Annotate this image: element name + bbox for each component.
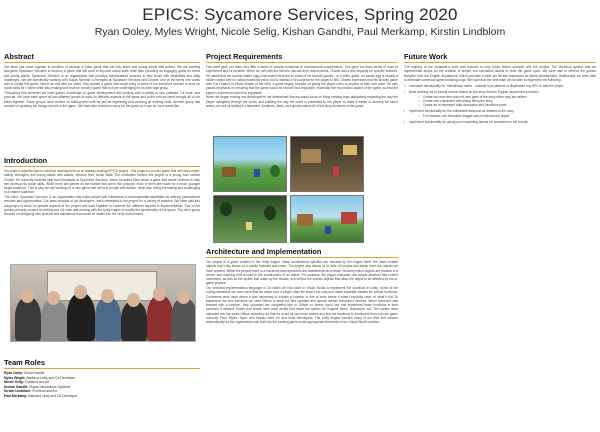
member-role: Frontend and Art bbox=[31, 389, 57, 394]
tree-sprite bbox=[264, 206, 276, 220]
future-work-item-text: Implement functionality for giving and completing quests for characters in the worlds. bbox=[409, 119, 529, 124]
future-work-item-text: Build working out of tutorial section based on the story that the English department provided bbox=[409, 90, 539, 95]
team-roles-section bbox=[4, 358, 200, 399]
member-role: Backend Unity and C# Developer bbox=[27, 393, 78, 398]
future-work-item-text: Increased functionality for 'friendliness meter' - indicate how pleased or displeased any NPC is with the player bbox=[409, 84, 564, 88]
member-name: Nicole Selig: bbox=[4, 380, 24, 385]
person-figure bbox=[15, 297, 41, 341]
future-work-item-text: Implement functionality for the collectable weapons as detailed in the story bbox=[409, 109, 514, 114]
future-work-item bbox=[404, 120, 596, 124]
future-work-section bbox=[404, 52, 596, 124]
future-work-item bbox=[404, 84, 596, 88]
house-sprite bbox=[222, 167, 236, 177]
future-work-intro: The majority of the semester's work was focused to help future teams succeed with the project. The Medieval system that we implemented allows for the creation of simple, but consistent assets to build the game upon. We were able to retrieve the games storyline from the English department, which provides a clear yet flexible framework for future development. Additionally, we were able to eliminate numerous game-breaking bugs. We hope that the next team will be able to implement the following: bbox=[404, 65, 596, 82]
person-head bbox=[21, 289, 34, 303]
person-figure bbox=[171, 298, 196, 341]
architecture-paragraph: Our project is a game created in the Unity engine. Many architectural specifics are handled by the engine itself. We have created objects that Unity allows us to easily replicate and reuse. The engine also allows us to write C# scripts and attach them the objects we have created. Within the project there is a hierarchy that represents the architecture as a whole, showing which objects are present in a scene, and anything that is used in the construction of an object. For example, the player character has scripts attached that control movement, as well as the sprites that make up the visuals, and behind the scenes objects that allow the object to be affected by the in-game physics. bbox=[206, 260, 398, 286]
introduction-section bbox=[4, 156, 200, 216]
person-figure bbox=[41, 299, 67, 341]
abstract-paragraph: Throughout this semester we have gained knowledge on game development and working with a variety of new software, C# code, and pixel art. We have each spent off into different groups to work on different aspects of the game and at the end we have brought all of our ideas together. Some groups have worked on adding new code as well as organizing and cleaning up existing code. Another group has worked on updating the design and art of the game. We have also received a story for the game so it can be more quest-like. bbox=[4, 91, 200, 108]
future-work-subitem: ○ Create two new tiles which fit new parts of the story when they are written bbox=[418, 95, 596, 99]
person-figure bbox=[147, 295, 173, 341]
future-work-subitem: ○ Create new characters with dialog fitting the story bbox=[418, 99, 596, 103]
introduction-heading: Introduction bbox=[4, 156, 200, 167]
abstract-section bbox=[4, 52, 200, 108]
person-head bbox=[177, 290, 190, 304]
requirements-paragraph: When we began moving into development, we determined that we would focus on fixing existing bugs adequately regarding the way the player navigated through the world, and building the way the world is presented to the player to make it easier to develop for future teams, as well as adding in characters, locations, items, and quests based off of the story elements of the game. bbox=[206, 95, 398, 108]
person-head bbox=[47, 291, 60, 305]
architecture-paragraph: Our selected implementation language is C# which we had used in Visual Studio to implement the functions in Unity. Some of the coding standards we used were that we made sure a single class file wasn't too long and made separate classes for certain functions. Comments were used where it was necessary to explain a function or line of code where it wasn't explicitly clear on what it did. To implement the new functions we used Github to keep our files updated and synced across everyone's devices. When someone was finished with a function, they uploaded the completed files to Github so others could use and implement those functions in their functions if needed. Kirstin and Nicole were pixel artists that made the sprites for in-game items, characters, etc. The sprites were uploaded into the same Github repository so that we could all use those sprites and test our functions to implement them into the game correctly. Paul, Myles, Ryan, and Kishan were C# and Unity developers. The Unity engine handles many of the files and classes automatically so the organization was built into the existing game under appropriate directories in the Visual Studio solution. bbox=[206, 286, 398, 324]
house-sprite bbox=[341, 212, 357, 224]
poster-authors: Ryan Ooley, Myles Wright, Nicole Selig, Kishan Gandhi, Paul Merkamp, Kirstin Lindblom bbox=[94, 26, 506, 38]
future-work-item bbox=[404, 90, 596, 107]
member-name: Paul Merkamp: bbox=[4, 393, 28, 398]
person-head bbox=[127, 293, 140, 307]
future-work-sublist bbox=[409, 95, 596, 108]
player-sprite bbox=[254, 169, 260, 177]
chest-sprite bbox=[343, 145, 357, 155]
player-sprite bbox=[246, 222, 252, 230]
tree-sprite bbox=[270, 165, 280, 177]
project-requirements-heading: Project Requirements bbox=[206, 52, 398, 63]
person-head bbox=[74, 285, 87, 299]
future-work-sublist bbox=[409, 114, 596, 118]
player-sprite bbox=[325, 226, 331, 234]
team-photo bbox=[10, 264, 196, 342]
member-name: Ryan Ooley: bbox=[4, 371, 24, 375]
person-figure bbox=[95, 297, 121, 341]
game-screenshot-overworld bbox=[213, 136, 287, 192]
member-role: Player Interactions Systems bbox=[28, 384, 71, 389]
member-role: Frontend and Art bbox=[23, 380, 50, 385]
poster-title: EPICS: Sycamore Services, Spring 2020 bbox=[142, 5, 458, 24]
wall-sprite bbox=[301, 149, 321, 163]
game-screenshot-cave bbox=[290, 136, 364, 192]
member-role: Scrum master bbox=[23, 371, 45, 375]
tree-sprite bbox=[220, 202, 232, 216]
house-sprite bbox=[297, 214, 313, 226]
architecture-section bbox=[206, 247, 398, 324]
person-head bbox=[153, 287, 166, 301]
team-roles-heading: Team Roles bbox=[4, 358, 200, 369]
member-name: Kishan Gandhi: bbox=[4, 384, 29, 389]
member-role: Backend Unity and C# Developer bbox=[25, 375, 76, 380]
member-name: Kirstin Lindblom: bbox=[4, 389, 32, 394]
player-sprite bbox=[333, 167, 339, 175]
person-figure bbox=[121, 301, 147, 341]
project-requirements-section bbox=[206, 52, 398, 108]
future-work-item bbox=[404, 109, 596, 118]
abstract-heading: Abstract bbox=[4, 52, 200, 63]
introduction-paragraph: Our team's objective was to continue development on an already existing EPICS project. This project is a video game that will help people, mainly teenagers and young adults with autism, develop their social skills. The motivation behind this project is a young man named Charlie. He currently receives help from therapists at Sycamore Services, where he asked them about a game that would continue to help him develop his social skills. While there are games on the market that serve this purpose, most of them are made for a much younger target audience. This is why we are working on a new game that will help people with autism, while also being interesting and challenging to a mature audience. bbox=[4, 169, 200, 195]
introduction-paragraph: The client, Sycamore Services, is an organization that helps people with intellectual or developmental disabilities by offering personalized services and opportunities. Our team consists of six developers, each interested in the project for a variety of reasons. We have split into subgroups to focus on specific aspects of the project and work together to continue the different aspects in implementation. One of the groups primarily worked on writing new C# code and working with the Unity engine to modify the functionality of the game. The other group focused on designing new pixel art and animations that would be added into the Unity environment. bbox=[4, 195, 200, 216]
future-work-heading: Future Work bbox=[404, 52, 596, 63]
abstract-paragraph: Our team has come together to continue to develop a video game that will help teens and young adults with autism. We are working alongside Sycamore Services to develop a game that will work to improve social skills while also providing an engaging game for teens and young adults. Sycamore Services is an organization that provides individualized services to help those with disabilities and daily challenges. We are specifically working with Susan Norman, a therapist at Sycamore Services and Charlie, one of the teens she works with to create this game. When we met with our client, they wanted a game that would bring in some of the exercises needed to work on social skills for Charlie while also making sure that we create a game that is more challenging for an older age group. bbox=[4, 65, 200, 91]
future-work-list bbox=[404, 84, 596, 124]
architecture-heading: Architecture and Implementation bbox=[206, 247, 398, 258]
future-work-subitem: ○ For example, the throwable dagger which teleports the player bbox=[418, 114, 596, 118]
game-screenshot-forest bbox=[213, 195, 287, 243]
game-screenshot-village bbox=[290, 195, 364, 243]
person-figure bbox=[67, 293, 95, 341]
team-role-row bbox=[4, 394, 200, 399]
member-name: Myles Wright: bbox=[4, 375, 26, 380]
person-head bbox=[101, 289, 114, 303]
requirements-paragraph: The client gave our team very little in terms of specific functional or nonfunctional requirements. This gave our team plenty of room to experiment and be creative. When we met with the client to discuss their requirements, Charlie had a few requests for specific features. He asked that we include easter eggs that make reference to some of his favorite games - in a video game, an easter egg is usually a hidden object with no actual functional value, but is instead a fun surprise for the player to find. Charlie expressed that his favorite game was The Legend of Zelda: Breath of the Wild, a game largely focused on giving the player room to explore at their own pace. He also placed emphasis on ensuring that the game would be smooth and enjoyable, especially the exploration aspect of the game, so that the player's experience would be enjoyable. bbox=[206, 65, 398, 95]
future-work-subitem: ○ Create art to represent both decorative and functional parts bbox=[418, 103, 596, 107]
